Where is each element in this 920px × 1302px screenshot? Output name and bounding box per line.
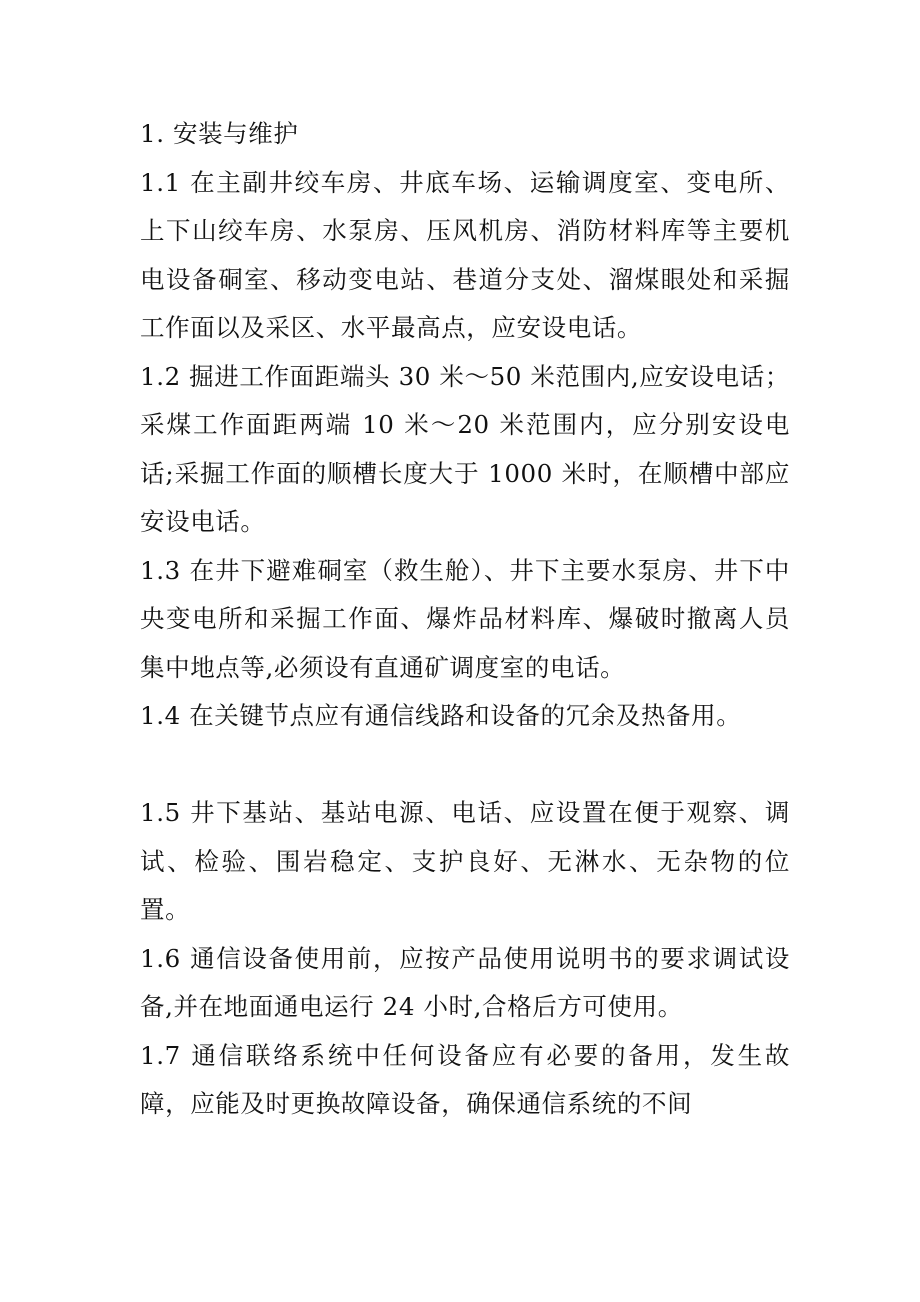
paragraph-1-3: 1.3 在井下避难硐室（救生舱）、井下主要水泵房、井下中央变电所和采掘工作面、爆炸品材料库、爆破时撤离人员集中地点等,必须设有直通矿调度室的电话。 <box>140 555 790 682</box>
paragraph-1-4: 1.4 在关键节点应有通信线路和设备的冗余及热备用。 <box>140 701 742 730</box>
document-page <box>140 110 790 1129</box>
paragraph-1-5: 1.5 井下基站、基站电源、电话、应设置在便于观察、调试、检验、围岩稳定、支护良好、无淋水、无杂物的位置。 <box>140 798 790 924</box>
paragraph-1-6: 1.6 通信设备使用前，应按产品使用说明书的要求调试设备,并在地面通电运行 24 小时,合格后方可使用。 <box>140 943 790 1021</box>
paragraph-1-2: 1.2 掘进工作面距端头 30 米～50 米范围内,应安设电话；采煤工作面距两端 10 米～20 米范围内，应分别安设电话;采掘工作面的顺槽长度大于 1000 米时，在顺槽中部应安设电话。 <box>140 361 790 536</box>
paragraph-1-7: 1.7 通信联络系统中任何设备应有必要的备用，发生故障，应能及时更换故障设备，确保通信系统的不间 <box>140 1040 790 1118</box>
paragraph-1-1: 1.1 在主副井绞车房、井底车场、运输调度室、变电所、上下山绞车房、水泵房、压风机房、消防材料库等主要机电设备硐室、移动变电站、巷道分支处、溜煤眼处和采掘工作面以及采区、水平最高点，应安设电话。 <box>140 167 790 342</box>
section-heading: 1. 安装与维护 <box>140 119 299 148</box>
blank-line <box>140 741 790 790</box>
